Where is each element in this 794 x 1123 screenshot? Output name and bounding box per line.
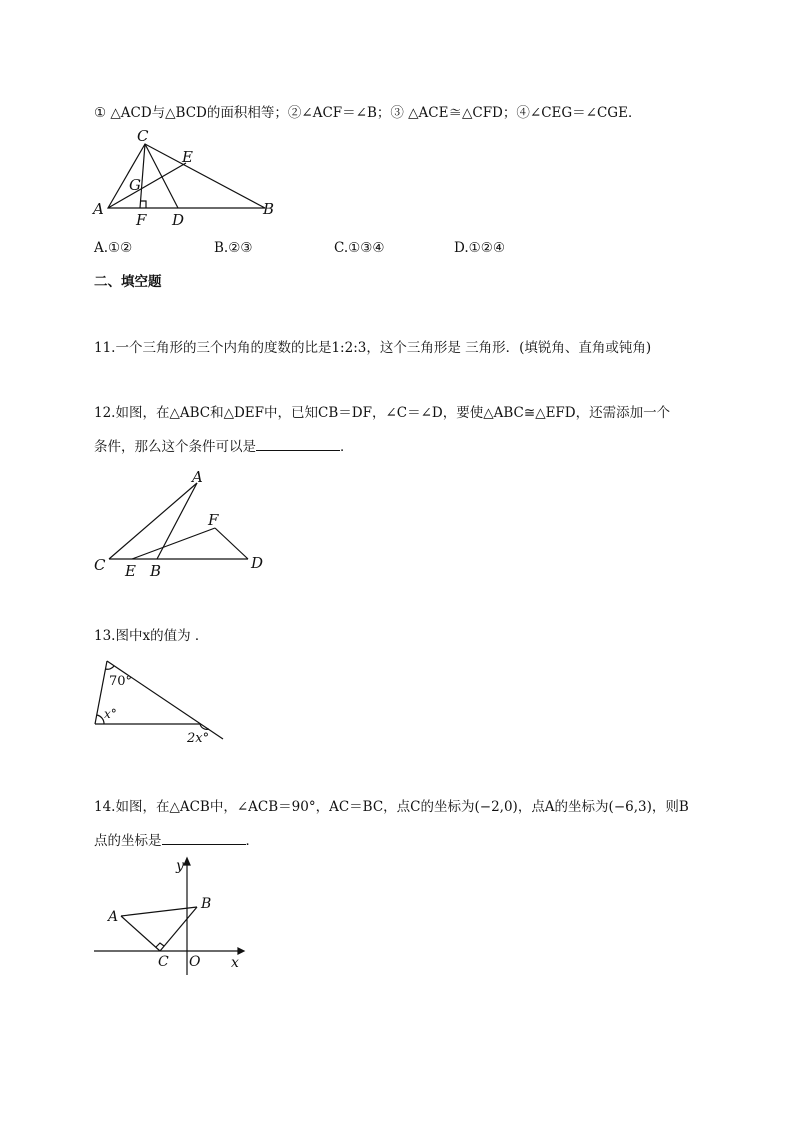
label-e: E <box>182 148 193 166</box>
label-o: O <box>189 954 201 970</box>
option-c: C.①③④ <box>334 240 385 256</box>
label-c: C <box>158 954 169 970</box>
angle-label-x: x° <box>104 707 117 721</box>
segment-ac <box>121 916 160 951</box>
option-b: B.②③ <box>214 240 253 256</box>
right-angle-mark <box>156 943 164 947</box>
label-g: G <box>129 176 141 194</box>
axis-label-x: x <box>231 955 239 971</box>
option-d: D.①②④ <box>454 240 505 256</box>
segment-ab <box>121 907 197 916</box>
q10-statements: ① △ACD与△BCD的面积相等；②∠ACF＝∠B；③ △ACE≅△CFD；④∠CEG＝∠CGE． <box>94 105 642 121</box>
x-axis-arrow <box>238 948 244 954</box>
label-b: B <box>201 896 212 912</box>
label-c: C <box>137 127 149 145</box>
q10-figure <box>90 128 290 228</box>
segment-ca <box>109 483 197 559</box>
q12-figure <box>90 468 280 578</box>
label-b: B <box>150 562 162 580</box>
label-f: F <box>208 511 219 529</box>
option-a: A.①② <box>94 240 133 256</box>
q12-line2 <box>94 436 354 457</box>
label-d: D <box>251 554 264 572</box>
axis-label-y: y <box>176 858 184 874</box>
q12-line2-suffix: ． <box>340 439 354 455</box>
label-e: E <box>125 562 136 580</box>
q14-line2-prefix: 点的坐标是 <box>94 833 162 849</box>
angle-label-70: 70° <box>109 674 133 689</box>
q14-line2 <box>94 830 259 851</box>
q14-line2-suffix: ． <box>245 833 259 849</box>
y-axis-arrow <box>184 858 190 865</box>
side-hypotenuse-extended <box>107 661 223 739</box>
q13-text: 13.图中x的值为 ． <box>94 628 209 644</box>
segment-ef <box>132 528 215 559</box>
arc-top-angle <box>106 666 115 669</box>
q12-line2-prefix: 条件，那么这个条件可以是 <box>94 439 256 455</box>
segment-cb <box>160 907 197 951</box>
arc-left-angle <box>97 715 104 724</box>
angle-label-2x: 2x° <box>187 731 210 746</box>
segment-fd <box>215 528 248 559</box>
label-a: A <box>108 909 119 925</box>
label-a: A <box>192 468 203 486</box>
q11-text: 11.一个三角形的三个内角的度数的比是1:2:3，这个三角形是 三角形．(填锐角、直角或钝角) <box>94 340 652 356</box>
q13-figure <box>90 655 240 745</box>
answer-blank-q14[interactable] <box>162 830 246 845</box>
label-b: B <box>263 200 275 218</box>
median-cd <box>145 144 178 208</box>
label-a: A <box>93 200 104 218</box>
label-d: D <box>172 211 185 229</box>
q12-line1: 12.如图，在△ABC和△DEF中，已知CB＝DF，∠C＝∠D，要使△ABC≅△EFD，还需添加一个 <box>94 405 671 421</box>
answer-blank-q12[interactable] <box>256 436 340 451</box>
label-c: C <box>94 556 106 574</box>
label-f: F <box>136 211 147 229</box>
q14-line1: 14.如图，在△ACB中，∠ACB＝90°，AC＝BC，点C的坐标为(−2,0)，点A的坐标为(−6,3)，则B <box>94 799 689 815</box>
q14-figure <box>90 855 250 980</box>
section-title: 二、填空题 <box>94 274 162 290</box>
